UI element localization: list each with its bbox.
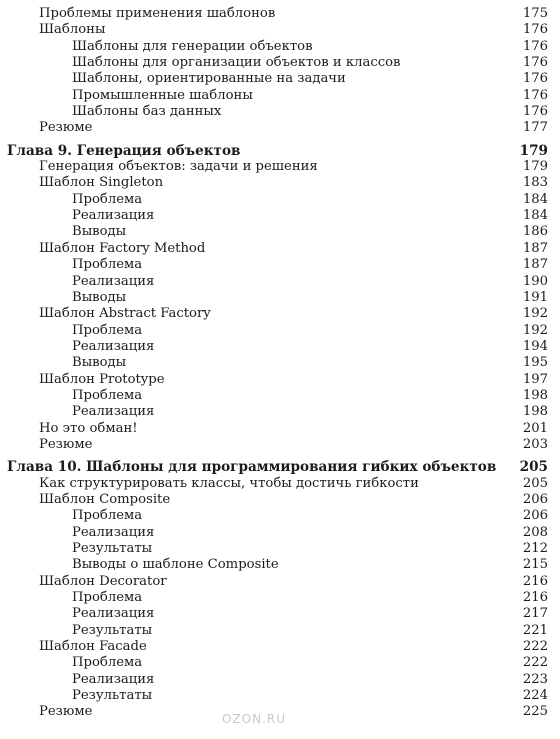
toc-entry-title: Шаблон Composite bbox=[39, 491, 171, 507]
toc-entry-title: Реализация bbox=[72, 524, 155, 540]
toc-page-number: 224 bbox=[522, 688, 548, 704]
toc-entry-row bbox=[0, 623, 560, 639]
toc-entry-row bbox=[0, 639, 560, 655]
toc-entry-title: Результаты bbox=[72, 688, 153, 704]
toc-entry-title: Генерация объектов: задачи и решения bbox=[39, 159, 318, 175]
toc-entry-title: Шаблоны для генерации объектов bbox=[72, 38, 313, 54]
toc-entry-title: Но это обман! bbox=[39, 420, 138, 436]
ozon-watermark: OZON.RU bbox=[222, 712, 287, 726]
toc-entry-title: Проблема bbox=[72, 655, 143, 671]
toc-page-number: 184 bbox=[522, 191, 548, 207]
toc-entry-row bbox=[0, 175, 560, 191]
toc-page-number: 176 bbox=[522, 71, 548, 87]
toc-entry-row bbox=[0, 290, 560, 306]
chapter-title: Глава 9. Генерация объектов bbox=[7, 142, 241, 159]
toc-entry-row bbox=[0, 388, 560, 404]
toc-entry-title: Выводы bbox=[72, 289, 127, 305]
toc-entry-row bbox=[0, 421, 560, 437]
toc-entry-title: Шаблоны bbox=[39, 22, 106, 38]
toc-page-number: 198 bbox=[522, 404, 548, 420]
toc-page-number: 184 bbox=[522, 208, 548, 224]
toc-page-number: 195 bbox=[522, 355, 548, 371]
toc-entry-row bbox=[0, 508, 560, 524]
toc-entry-title: Проблема bbox=[72, 191, 143, 207]
toc-entry-title: Шаблоны для организации объектов и классов bbox=[72, 55, 401, 71]
toc-page-number: 222 bbox=[522, 655, 548, 671]
toc-entry-row bbox=[0, 355, 560, 371]
toc-entry-title: Проблема bbox=[72, 322, 143, 338]
toc-entry-row bbox=[0, 192, 560, 208]
table-of-contents bbox=[0, 6, 560, 721]
toc-entry-title: Шаблон Decorator bbox=[39, 573, 167, 589]
toc-entry-row bbox=[0, 39, 560, 55]
toc-entry-row bbox=[0, 104, 560, 120]
toc-page-number: 176 bbox=[522, 104, 548, 120]
toc-entry-row bbox=[0, 323, 560, 339]
toc-entry-row bbox=[0, 55, 560, 71]
toc-entry-row bbox=[0, 120, 560, 136]
toc-entry-row bbox=[0, 339, 560, 355]
toc-page-number: 176 bbox=[522, 55, 548, 71]
toc-entry-title: Шаблон Singleton bbox=[39, 175, 164, 191]
toc-page-number: 197 bbox=[522, 371, 548, 387]
toc-page-number: 225 bbox=[522, 704, 548, 720]
toc-entry-row bbox=[0, 274, 560, 290]
toc-entry-title: Реализация bbox=[72, 338, 155, 354]
toc-entry-row bbox=[0, 208, 560, 224]
toc-page-number: 175 bbox=[522, 6, 548, 21]
toc-entry-row bbox=[0, 159, 560, 175]
toc-page-number: 194 bbox=[522, 338, 548, 354]
toc-page-number: 216 bbox=[522, 590, 548, 606]
toc-page-number: 217 bbox=[522, 606, 548, 622]
toc-page-number: 176 bbox=[522, 22, 548, 38]
toc-page-number: 222 bbox=[522, 639, 548, 655]
toc-page-number: 198 bbox=[522, 387, 548, 403]
toc-entry-row bbox=[0, 672, 560, 688]
toc-entry-title: Как структурировать классы, чтобы достичь гибкости bbox=[39, 475, 419, 491]
toc-entry-title: Резюме bbox=[39, 120, 93, 136]
toc-entry-title: Проблема bbox=[72, 508, 143, 524]
toc-entry-title: Шаблон Abstract Factory bbox=[39, 306, 211, 322]
toc-entry-row bbox=[0, 71, 560, 87]
toc-page-number: 191 bbox=[522, 289, 548, 305]
toc-entry-row bbox=[0, 590, 560, 606]
toc-entry-title: Результаты bbox=[72, 541, 153, 556]
toc-entry-title: Проблема bbox=[72, 590, 143, 606]
toc-page-number: 221 bbox=[522, 622, 548, 638]
toc-chapter-row bbox=[0, 143, 560, 159]
toc-page-number: 176 bbox=[522, 38, 548, 54]
toc-entry-title: Шаблон Factory Method bbox=[39, 240, 206, 256]
toc-page-number: 187 bbox=[522, 257, 548, 273]
toc-entry-title: Реализация bbox=[72, 273, 155, 289]
toc-entry-title: Шаблон Prototype bbox=[39, 371, 165, 387]
toc-entry-title: Резюме bbox=[39, 436, 93, 452]
toc-entry-title: Реализация bbox=[72, 208, 155, 224]
toc-entry-row bbox=[0, 688, 560, 704]
toc-page-number: 187 bbox=[522, 240, 548, 256]
toc-page-number: 190 bbox=[522, 273, 548, 289]
toc-entry-title: Проблемы применения шаблонов bbox=[39, 6, 276, 21]
toc-entry-title: Выводы bbox=[72, 355, 127, 371]
toc-entry-title: Реализация bbox=[72, 671, 155, 687]
toc-entry-row bbox=[0, 476, 560, 492]
toc-page-number: 201 bbox=[522, 420, 548, 436]
toc-entry-row bbox=[0, 88, 560, 104]
toc-entry-row bbox=[0, 306, 560, 322]
toc-entry-title: Шаблоны, ориентированные на задачи bbox=[72, 71, 346, 87]
toc-entry-row bbox=[0, 541, 560, 557]
toc-entry-title: Реализация bbox=[72, 404, 155, 420]
toc-page-number: 206 bbox=[522, 508, 548, 524]
toc-page-number: 179 bbox=[522, 159, 548, 175]
toc-entry-title: Проблема bbox=[72, 257, 143, 273]
toc-page-number: 183 bbox=[522, 175, 548, 191]
toc-entry-row bbox=[0, 372, 560, 388]
toc-chapter-row bbox=[0, 459, 560, 475]
toc-entry-row bbox=[0, 6, 560, 22]
toc-page-number: 212 bbox=[522, 541, 548, 556]
toc-entry-title: Выводы о шаблоне Composite bbox=[72, 557, 279, 573]
toc-entry-row bbox=[0, 606, 560, 622]
toc-entry-row bbox=[0, 525, 560, 541]
toc-page-number: 205 bbox=[522, 475, 548, 491]
toc-entry-title: Выводы bbox=[72, 224, 127, 240]
toc-entry-title: Результаты bbox=[72, 622, 153, 638]
toc-page-number: 205 bbox=[519, 459, 548, 476]
chapter-title: Глава 10. Шаблоны для программирования гибких объектов bbox=[7, 459, 497, 476]
toc-page-number: 176 bbox=[522, 87, 548, 103]
toc-entry-row bbox=[0, 224, 560, 240]
toc-page-number: 177 bbox=[522, 120, 548, 136]
toc-entry-title: Шаблоны баз данных bbox=[72, 104, 222, 120]
toc-page-number: 223 bbox=[522, 671, 548, 687]
toc-entry-row bbox=[0, 257, 560, 273]
toc-entry-row bbox=[0, 437, 560, 453]
toc-page-number: 215 bbox=[522, 557, 548, 573]
toc-page-number: 186 bbox=[522, 224, 548, 240]
toc-entry-title: Проблема bbox=[72, 387, 143, 403]
toc-entry-title: Промышленные шаблоны bbox=[72, 87, 253, 103]
toc-entry-title: Реализация bbox=[72, 606, 155, 622]
toc-entry-title: Шаблон Facade bbox=[39, 639, 147, 655]
toc-entry-row bbox=[0, 574, 560, 590]
toc-page-number: 206 bbox=[522, 491, 548, 507]
toc-entry-title: Резюме bbox=[39, 704, 93, 720]
toc-entry-row bbox=[0, 241, 560, 257]
toc-page-number: 192 bbox=[522, 306, 548, 322]
toc-page-number: 192 bbox=[522, 322, 548, 338]
toc-page-number: 208 bbox=[522, 524, 548, 540]
toc-page-number: 179 bbox=[519, 142, 548, 159]
toc-entry-row bbox=[0, 492, 560, 508]
toc-page-number: 203 bbox=[522, 436, 548, 452]
toc-entry-row bbox=[0, 655, 560, 671]
toc-page-number: 216 bbox=[522, 573, 548, 589]
toc-entry-row bbox=[0, 557, 560, 573]
toc-entry-row bbox=[0, 404, 560, 420]
toc-entry-row bbox=[0, 22, 560, 38]
